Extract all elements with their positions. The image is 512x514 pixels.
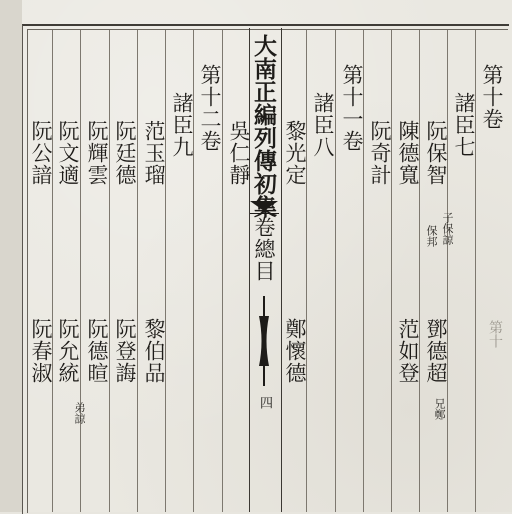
fish-tail-mark: [250, 201, 278, 211]
entry-name: 阮公諳: [29, 120, 53, 186]
column-rule: [137, 30, 138, 512]
chapter-heading: 第十卷: [480, 64, 504, 130]
entry-name: 黎光定: [283, 120, 307, 186]
section-label: 卷總目: [252, 216, 276, 282]
spine-ornament: [257, 296, 271, 386]
entry-name: 陳德寬: [396, 120, 420, 186]
column-rule: [80, 30, 81, 512]
column-rule: [306, 30, 307, 512]
entry-name: 阮廷德: [113, 120, 137, 186]
section-heading: 諸臣九: [170, 92, 194, 158]
binding-margin: [0, 0, 22, 512]
entry-annotation: 保邦: [425, 225, 438, 247]
entry-name: 阮保智: [424, 120, 448, 186]
entry-name: 吳仁靜: [227, 120, 251, 186]
entry-name: 阮輝雲: [85, 120, 109, 186]
section-heading: 諸臣七: [452, 92, 476, 158]
section-heading: 諸臣八: [311, 92, 335, 158]
entry-name: 范如登: [396, 318, 420, 384]
column-rule: [165, 30, 166, 512]
column-rule: [419, 30, 420, 512]
page-number: 四: [257, 396, 272, 409]
entry-name: 黎伯品: [142, 318, 166, 384]
book-title: 大南正編列傳初集: [250, 34, 277, 218]
column-rule: [391, 30, 392, 512]
entry-name: 范玉瑠: [142, 120, 166, 186]
column-rule: [447, 30, 448, 512]
column-rule: [52, 30, 53, 512]
entry-annotation: 兄鄭: [433, 398, 446, 420]
show-through-mark: 第十: [487, 320, 503, 348]
entry-name: 鄭懷德: [283, 318, 307, 384]
entry-annotation: 弟諒: [73, 402, 86, 424]
entry-name: 阮德暄: [85, 318, 109, 384]
column-rule: [109, 30, 110, 512]
column-rule: [222, 30, 223, 512]
entry-name: 鄧德超: [424, 318, 448, 384]
entry-annotation: 子保諒: [441, 212, 454, 245]
entry-name: 阮奇計: [368, 120, 392, 186]
entry-name: 阮文適: [56, 120, 80, 186]
chapter-heading: 第十一卷: [340, 64, 364, 152]
entry-name: 阮春淑: [29, 318, 53, 384]
entry-name: 阮允統: [56, 318, 80, 384]
column-rule: [335, 30, 336, 512]
entry-name: 阮登誨: [113, 318, 137, 384]
spine-divider: [250, 213, 279, 214]
chapter-heading: 第十二卷: [198, 64, 222, 152]
